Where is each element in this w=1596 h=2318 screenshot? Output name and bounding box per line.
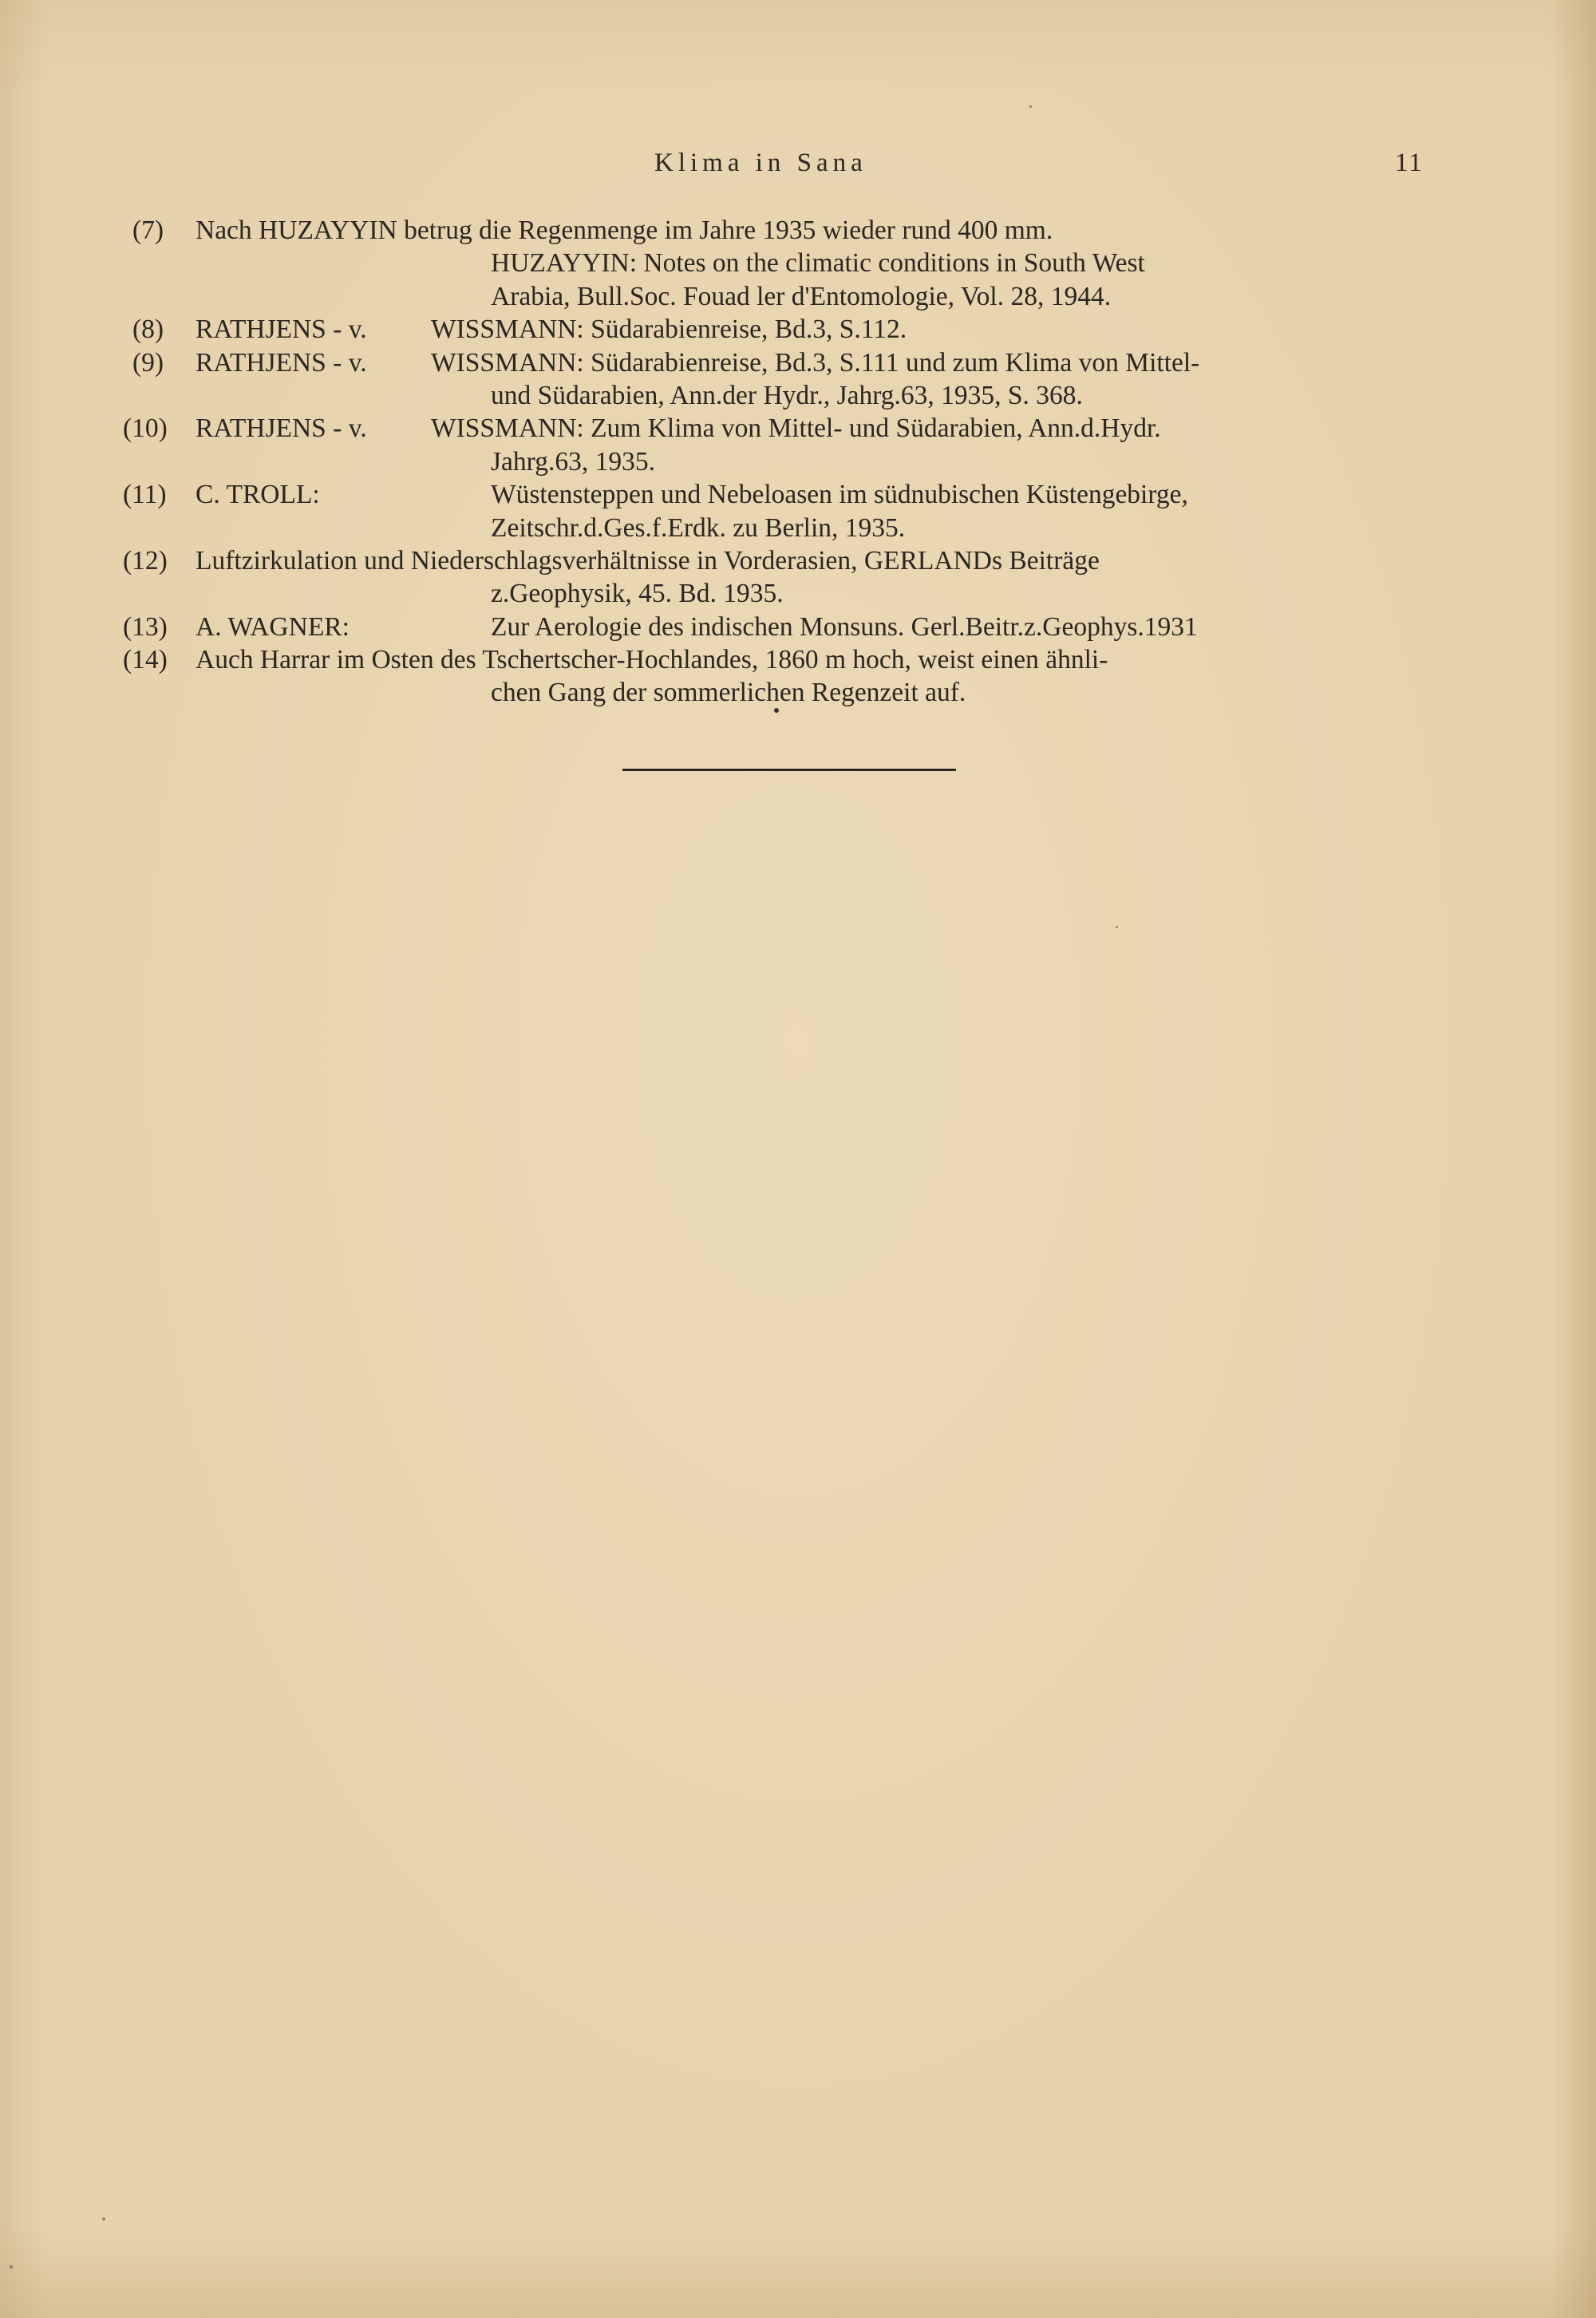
footnote-8: [128, 313, 1452, 346]
paper-speck: [1029, 105, 1032, 108]
footnote-author: A. WAGNER:: [196, 611, 350, 642]
footnote-13: [123, 611, 1452, 643]
footnote-text: WISSMANN: Südarabienreise, Bd.3, S.112.: [431, 314, 907, 345]
footnote-author: RATHJENS - v.: [196, 314, 367, 345]
footnote-text: WISSMANN: Südarabienreise, Bd.3, S.111 und zum Klima von Mittel-: [431, 347, 1200, 378]
footnote-12-continuation-1: [128, 577, 1452, 610]
footnote-number: (11): [123, 480, 167, 510]
running-title: Klima in Sana: [654, 148, 867, 177]
footnote-continuation: Arabia, Bull.Soc. Fouad ler d'Entomologie, Vol. 28, 1944.: [491, 281, 1112, 311]
footnote-text: Nach HUZAYYIN betrug die Regenmenge im Jahre 1935 wieder rund 400 mm.: [196, 216, 1053, 245]
footnote-number: (14): [123, 645, 168, 675]
footnote-11-continuation-1: [128, 512, 1452, 544]
footnote-number: (7): [132, 216, 164, 245]
footnote-author: RATHJENS - v.: [196, 413, 367, 444]
paper-speck: [1116, 926, 1118, 928]
footnote-9-continuation-1: [128, 379, 1452, 412]
footnote-text: Luftzirkulation und Niederschlagsverhältnisse in Vorderasien, GERLANDs Beiträge: [196, 545, 1100, 576]
footnote-14: [123, 643, 1452, 676]
footnote-7: [128, 214, 1452, 247]
footnote-continuation: Zeitschr.d.Ges.f.Erdk. zu Berlin, 1935.: [491, 512, 906, 543]
footnote-author: RATHJENS - v.: [196, 347, 367, 378]
footnote-number: (10): [123, 413, 168, 444]
footnote-number: (12): [123, 545, 168, 576]
paper-speck: [102, 2217, 105, 2221]
footnote-number: (9): [132, 347, 164, 378]
footnote-continuation: und Südarabien, Ann.der Hydr., Jahrg.63, 1935, S. 368.: [491, 380, 1083, 410]
footnote-continuation: z.Geophysik, 45. Bd. 1935.: [491, 579, 784, 609]
footnote-7-continuation-2: [128, 280, 1452, 313]
footnote-number: (8): [132, 314, 164, 345]
section-end-rule: [622, 769, 956, 771]
footnote-12: [123, 544, 1452, 577]
footnote-9: [128, 346, 1452, 379]
page-header: [0, 148, 1596, 188]
footnote-number: (13): [123, 611, 168, 642]
footnote-text: Auch Harrar im Osten des Tschertscher-Hochlandes, 1860 m hoch, weist einen ähnli-: [196, 645, 1108, 675]
footnote-7-continuation-1: [128, 247, 1452, 279]
footnotes-list: [123, 214, 1452, 710]
footnote-text: Zur Aerologie des indischen Monsuns. Gerl.Beitr.z.Geophys.1931: [491, 611, 1198, 642]
page-number: 11: [1395, 148, 1424, 177]
center-dot: [774, 708, 779, 713]
footnote-continuation: chen Gang der sommerlichen Regenzeit auf.: [491, 678, 966, 708]
footnote-10: [123, 412, 1452, 445]
footnote-text: Wüstensteppen und Nebeloasen im südnubischen Küstengebirge,: [491, 480, 1188, 510]
footnote-14-continuation-1: [128, 676, 1452, 709]
footnote-11: [123, 478, 1452, 511]
footnote-continuation: HUZAYYIN: Notes on the climatic conditions in South West: [491, 248, 1145, 279]
footnote-continuation: Jahrg.63, 1935.: [491, 446, 655, 477]
paper-speck: [10, 2265, 13, 2269]
footnote-text: WISSMANN: Zum Klima von Mittel- und Südarabien, Ann.d.Hydr.: [431, 413, 1161, 444]
footnote-10-continuation-1: [128, 445, 1452, 478]
footnote-author: C. TROLL:: [196, 480, 320, 510]
